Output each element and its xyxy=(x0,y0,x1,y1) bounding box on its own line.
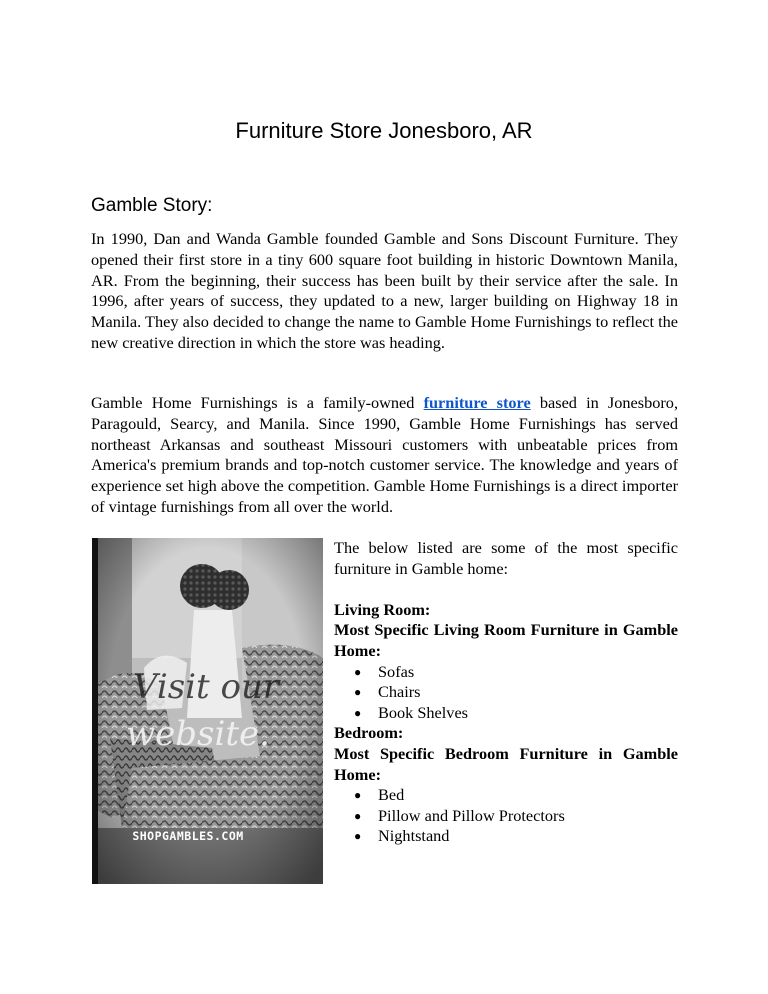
about-paragraph xyxy=(91,393,678,518)
list-item xyxy=(354,662,678,683)
about-paragraph-text-start: Gamble Home Furnishings is a family-owned xyxy=(91,393,424,412)
living-room-heading: Living Room: xyxy=(334,599,431,619)
story-paragraph: In 1990, Dan and Wanda Gamble founded Gamble and Sons Discount Furniture. They opened their first store in a tiny 600 square foot building in historic Downtown Manila, AR. From the beginning, their success has been built by their service after the sale. In 1996, after years of success, they updated to a new, larger building on Highway 18 in Manila. They also decided to change the name to Gamble Home Furnishings to reflect the new creative direction in which the store was heading. xyxy=(91,229,678,352)
section-heading: Gamble Story: xyxy=(91,195,213,216)
furniture-store-link[interactable]: furniture store xyxy=(423,393,531,412)
furniture-list-column xyxy=(334,538,678,847)
bullet-icon: ● xyxy=(354,664,362,679)
document-title: Furniture Store Jonesboro, AR xyxy=(235,118,533,143)
list-intro: The below listed are some of the most specific furniture in Gamble home: xyxy=(334,538,678,578)
list-item-label: Bed xyxy=(378,785,405,805)
promo-overlay-line2: website. xyxy=(126,714,270,754)
list-item xyxy=(354,785,678,806)
about-paragraph-text-end: based in Jonesboro, Paragould, Searcy, and Manila. Since 1990, Gamble Home Furnishings has served northeast Arkansas and southeast Missouri customers with unbeatable prices from America's premium brands and top-notch customer service. The knowledge and years of experience set high above the competition. Gamble Home Furnishings is a direct importer of vintage furnishings from all over the world. xyxy=(91,393,679,516)
promo-caption: SHOPGAMBLES.COM xyxy=(132,829,244,843)
list-item xyxy=(354,682,678,703)
bullet-icon: ● xyxy=(354,808,362,823)
living-room-list xyxy=(334,662,678,724)
bedroom-heading: Bedroom: xyxy=(334,723,404,743)
promo-photo xyxy=(92,538,323,884)
list-item xyxy=(354,703,678,724)
bullet-icon: ● xyxy=(354,705,362,720)
list-item-label: Book Shelves xyxy=(378,702,469,722)
list-item xyxy=(354,806,678,827)
bedroom-list xyxy=(334,785,678,847)
living-room-subheading: Most Specific Living Room Furniture in Gamble Home: xyxy=(334,620,678,660)
list-item-label: Pillow and Pillow Protectors xyxy=(378,805,565,825)
promo-overlay-line1: Visit our xyxy=(132,667,280,707)
bullet-icon: ● xyxy=(354,685,362,700)
promo-photo-illustration xyxy=(92,538,323,884)
list-item-label: Nightstand xyxy=(378,826,450,846)
list-item-label: Chairs xyxy=(378,682,421,702)
bullet-icon: ● xyxy=(354,829,362,844)
list-item-label: Sofas xyxy=(378,661,415,681)
bullet-icon: ● xyxy=(354,788,362,803)
bedroom-subheading: Most Specific Bedroom Furniture in Gamble Home: xyxy=(334,743,678,784)
list-item xyxy=(354,826,678,847)
